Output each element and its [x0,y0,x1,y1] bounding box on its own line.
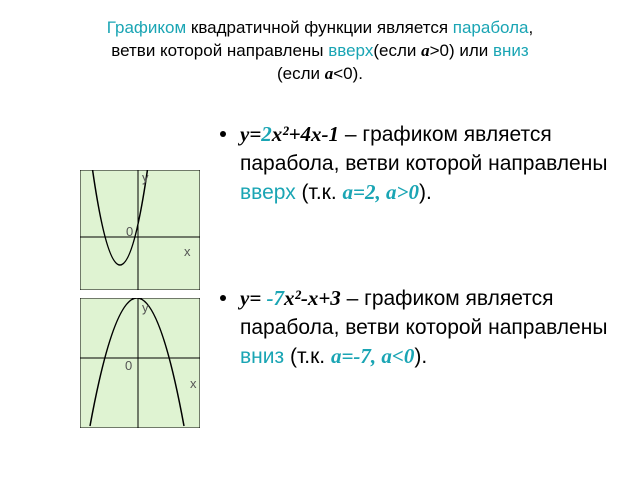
var-a: a [324,64,334,83]
title-text: квадратичной функции является [186,18,453,37]
graph-upward-parabola [80,170,200,290]
bullet-upward [240,120,610,207]
origin-label: 0 [125,358,133,373]
graph-downward-parabola [80,298,200,428]
origin-label: 0 [126,224,134,239]
function-rest: x²-x+3 [284,286,341,310]
title-text: ветви которой направлены [111,41,329,60]
bullet-dot [220,295,226,301]
term-down: вниз [493,41,529,60]
title-text: (если [276,64,325,83]
bullet-downward [240,284,610,371]
bullet-text: (т.к. [295,181,343,204]
slide-title [0,16,640,85]
function-prefix: y= [240,122,262,146]
title-line-1 [0,16,640,39]
term-up: вверх [328,41,374,60]
title-line-3 [0,62,640,85]
coefficient-a: -7 [261,286,285,310]
y-axis-label: y [142,300,149,315]
graph-background [80,298,200,428]
title-text: (если [373,41,422,60]
direction-word: вниз [240,345,285,368]
function-prefix: y= [240,286,262,310]
title-line-2 [0,39,640,62]
title-text: <0). [333,64,364,83]
y-axis-label: y [142,170,149,185]
var-a: a [421,41,430,60]
title-comma: , [528,18,534,37]
coefficient-a: 2 [261,122,272,146]
x-axis-label: x [184,244,191,259]
bullet-text: ). [418,181,432,204]
bullet-dot [220,131,226,137]
bullet-text: (т.к. [284,345,331,368]
title-text: >0) или [429,41,493,60]
condition: a=2, a>0 [342,180,419,204]
condition: a=-7, a<0 [330,344,415,368]
bullet-text: – графиком является парабола, ветви которой направлены [240,287,608,339]
bullet-text: ). [414,345,428,368]
term-graph: Графиком [106,18,187,37]
graph-background [80,170,200,290]
x-axis-label: x [190,376,197,391]
direction-word: вверх [240,181,296,204]
term-parabola: парабола [452,18,529,37]
function-rest: x²+4x-1 [271,122,340,146]
bullet-text: – графиком является парабола, ветви которой направлены [240,123,608,175]
